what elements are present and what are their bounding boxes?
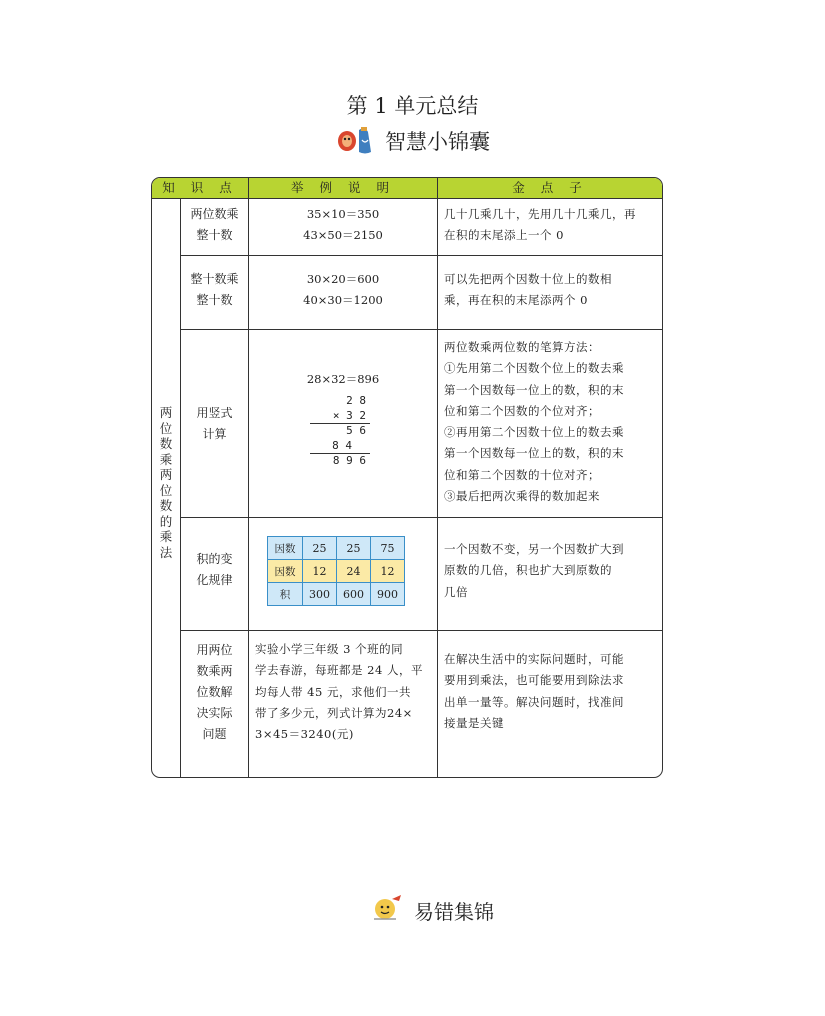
row3-vertical-calc: 2 8 × 3 2 5 6 8 4 8 9 6 bbox=[310, 394, 370, 469]
header-tips: 金 点 子 bbox=[512, 180, 588, 195]
subtitle-block bbox=[335, 123, 490, 159]
summary-table bbox=[151, 177, 663, 778]
row4-tip: 一个因数不变，另一个因数扩大到 原数的几倍，积也扩大到原数的 几倍 bbox=[444, 542, 624, 599]
row1-topic: 两位数乘 整十数 bbox=[190, 207, 239, 242]
row5-tip: 在解决生活中的实际问题时，可能 要用到乘法，也可能要用到除法求 出单一量等。解决问题时，找准间 接量是关键 bbox=[444, 652, 624, 730]
row2-example: 30×20＝600 40×30＝1200 bbox=[303, 272, 383, 307]
row3-topic: 用竖式 计算 bbox=[196, 406, 233, 441]
row2-tip: 可以先把两个因数十位上的数相 乘，再在积的末尾添两个 0 bbox=[444, 272, 612, 308]
row3-tip: 两位数乘两位数的笔算方法： ①先用第二个因数个位上的数去乘 第一个因数每一位上的数，积的末 位和第二个因数的个位对齐； ②再用第二个因数十位上的数去乘 第一个因数每一位上的数，积的末 位和第二个因数的十位对齐； ③最后把两次乘得的数加起来 bbox=[444, 340, 624, 504]
row4-topic: 积的变 化规律 bbox=[196, 552, 233, 587]
row3-example-equation: 28×32＝896 bbox=[306, 372, 380, 386]
factor-row: 因数 25 25 75 bbox=[268, 537, 405, 560]
table-header bbox=[152, 178, 662, 199]
category-label: 两 位 数 乘 两 位 数 的 乘 法 bbox=[159, 405, 173, 560]
row1-tip: 几十几乘几十，先用几十几乘几，再 在积的末尾添上一个 0 bbox=[444, 207, 636, 243]
mascot-bag-icon bbox=[335, 122, 375, 160]
header-example: 举 例 说 明 bbox=[291, 180, 395, 195]
factor-table bbox=[267, 536, 405, 606]
subtitle: 智慧小锦囊 bbox=[385, 130, 490, 154]
row1-example: 35×10＝350 43×50＝2150 bbox=[303, 207, 383, 242]
mascot-pencil-icon bbox=[370, 893, 404, 927]
error-section-heading bbox=[370, 893, 494, 927]
row5-example: 实验小学三年级 3 个班的同 学去春游，每班都是 24 人，平 均每人带 45 元，求他们一共 带了多少元，列式计算为24× 3×45＝3240(元) bbox=[255, 642, 423, 742]
header-knowledge: 知 识 点 bbox=[162, 180, 238, 195]
product-row: 积 300 600 900 bbox=[268, 583, 405, 606]
page-title: 第 1 单元总结 bbox=[346, 94, 479, 118]
error-section-title: 易错集锦 bbox=[414, 899, 494, 924]
row5-topic: 用两位 数乘两 位数解 决实际 问题 bbox=[196, 643, 233, 741]
row2-topic: 整十数乘 整十数 bbox=[190, 272, 239, 307]
factor-row: 因数 12 24 12 bbox=[268, 560, 405, 583]
